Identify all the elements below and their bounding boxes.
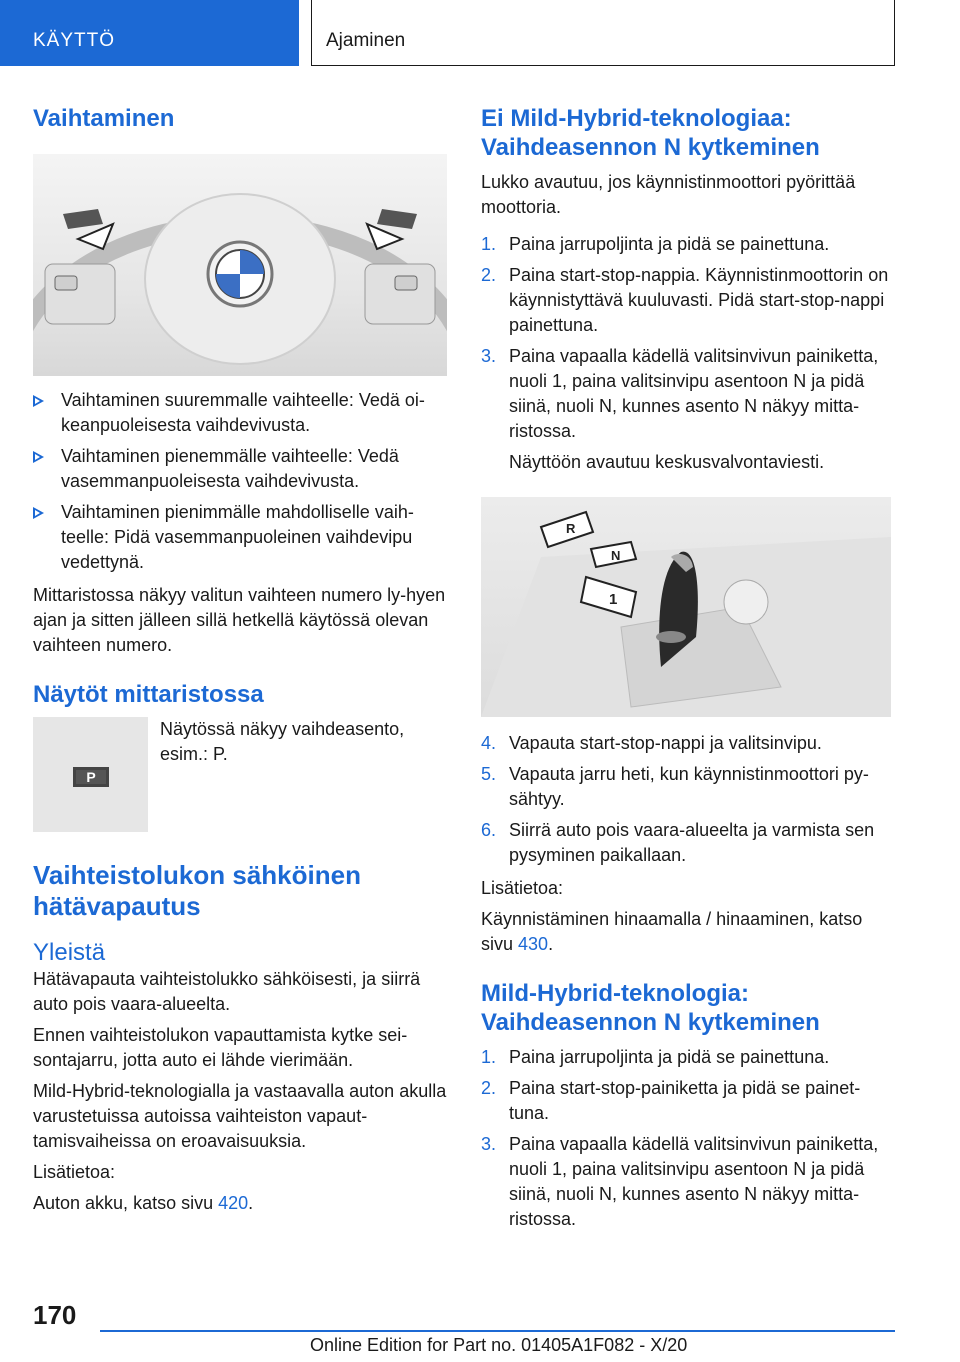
steering-wheel-illustration: [33, 154, 447, 376]
page-number: 170: [33, 1300, 77, 1330]
edition-text: Online Edition for Part no. 01405A1F082 - X/20: [310, 1335, 688, 1355]
triangle-bullet-icon: [33, 395, 44, 407]
heading-ei-mild-hybrid: Ei Mild-Hybrid-teknologiaa: Vaihdeasennon N kytkeminen: [481, 105, 820, 161]
reference-line-right: Käynnistäminen hinaamalla / hinaaminen, katso sivu 430.: [481, 909, 863, 954]
step-item: 1. Paina jarrupoljinta ja pidä se painettuna.: [481, 234, 830, 254]
intro-paragraph: Lukko avautuu, jos käynnistinmoottori pyörittää moottoria.: [481, 172, 856, 217]
steps-list-b: [481, 731, 891, 868]
step-item: 5. Vapauta jarru heti, kun käynnistinmoottori py-sähtyy.: [481, 764, 869, 809]
paragraph-yleista-1: Hätävapauta vaihteistolukko sähköisesti, ja siirrä auto pois vaara-alueelta.: [33, 969, 421, 1014]
section-tab: [0, 0, 299, 66]
page-link-420[interactable]: 420: [218, 1193, 249, 1213]
paragraph-yleista-3: Mild-Hybrid-teknologialla ja vastaavalla auton akulla varustetuissa autoissa vaihteiston vapaut-tamisvaiheissa on eroavaisuuksia.: [33, 1081, 447, 1151]
triangle-bullet-icon: [33, 451, 44, 463]
heading-vapautus: Vaihteistolukon sähköinen hätävapautus: [33, 860, 361, 921]
heading-naytot: Näytöt mittaristossa: [33, 681, 264, 708]
steps-list-a: [481, 232, 891, 475]
gear-selector-illustration: [481, 497, 891, 717]
paragraph-lisatietoa-right: Lisätietoa:: [481, 878, 564, 898]
chapter-box: [311, 0, 895, 66]
paragraph-lisatietoa: Lisätietoa:: [33, 1162, 116, 1182]
heading-yleista: Yleistä: [33, 939, 106, 966]
steering-wheel-image: [33, 154, 447, 376]
bullet-item: Vaihtaminen pienimmälle mahdolliselle vaih-teelle: Pidä vasemmanpuoleinen vaihdevipu vedettynä.: [33, 500, 447, 575]
step-item: 6. Siirrä auto pois vaara-alueelta ja varmista sen pysyminen paikallaan.: [481, 820, 875, 865]
chapter-label: Ajaminen: [326, 30, 406, 51]
step-item: 4. Vapauta start-stop-nappi ja valitsinvipu.: [481, 733, 822, 753]
paragraph-yleista-2: Ennen vaihteistolukon vapauttamista kytke sei-sontajarru, jotta auto ei lähde vierimään.: [33, 1025, 408, 1070]
arrow-label-n: N: [611, 548, 621, 563]
reference-line: Auton akku, katso sivu 420.: [33, 1193, 254, 1213]
shift-bullet-list: [33, 388, 447, 575]
step-item: 2. Paina start-stop-nappia. Käynnistinmoottorin on käynnistyttävä kuuluvasti. Pidä start-stop-nappi painettuna.: [481, 265, 889, 335]
step-item: 3. Paina vapaalla kädellä valitsinvivun painiketta, nuoli 1, paina valitsinvipu asentoon N ja pidä siinä, nuoli N, kunnes asento N näkyy mitta-ristossa.: [481, 346, 879, 441]
footer-divider: [100, 1330, 895, 1332]
heading-vaihtaminen: Vaihtaminen: [33, 105, 175, 132]
bullet-item: Vaihtaminen pienemmälle vaihteelle: Vedä vasemmanpuoleisesta vaihdevivusta.: [33, 444, 447, 494]
heading-mild-hybrid: Mild-Hybrid-teknologia: Vaihdeasennon N kytkeminen: [481, 980, 820, 1036]
arrow-label-r: R: [566, 521, 576, 536]
triangle-bullet-icon: [33, 507, 44, 519]
step-item: 1. Paina jarrupoljinta ja pidä se painettuna.: [481, 1047, 830, 1067]
display-row: [33, 717, 447, 832]
step-item: 3. Paina vapaalla kädellä valitsinvivun painiketta, nuoli 1, paina valitsinvipu asentoon N ja pidä siinä, nuoli N, kunnes asento N näkyy mitta-ristossa.: [481, 1134, 879, 1229]
gear-selector-image: [481, 497, 891, 717]
steps-list-c: [481, 1045, 891, 1232]
section-label: KÄYTTÖ: [33, 30, 116, 51]
arrow-label-1: 1: [609, 591, 618, 608]
step-item: 2. Paina start-stop-painiketta ja pidä se painet-tuna.: [481, 1078, 861, 1123]
display-image: [33, 717, 148, 832]
left-column: [33, 96, 447, 1216]
display-description: Näytössä näkyy vaihdeasento, esim.: P.: [160, 719, 405, 764]
step-note: Näyttöön avautuu keskusvalvontaviesti.: [509, 452, 825, 472]
bullet-item: Vaihtaminen suuremmalle vaihteelle: Vedä oi-keanpuoleisesta vaihdevivusta.: [33, 388, 447, 438]
paragraph-mittaristo: Mittaristossa näkyy valitun vaihteen numero ly-hyen ajan ja sitten jälleen sillä hetkellä käytössä olevan vaihteen numero.: [33, 585, 446, 655]
page-link-430[interactable]: 430: [518, 934, 549, 954]
gear-p-symbol: P: [73, 767, 109, 787]
right-column: [481, 96, 891, 1232]
